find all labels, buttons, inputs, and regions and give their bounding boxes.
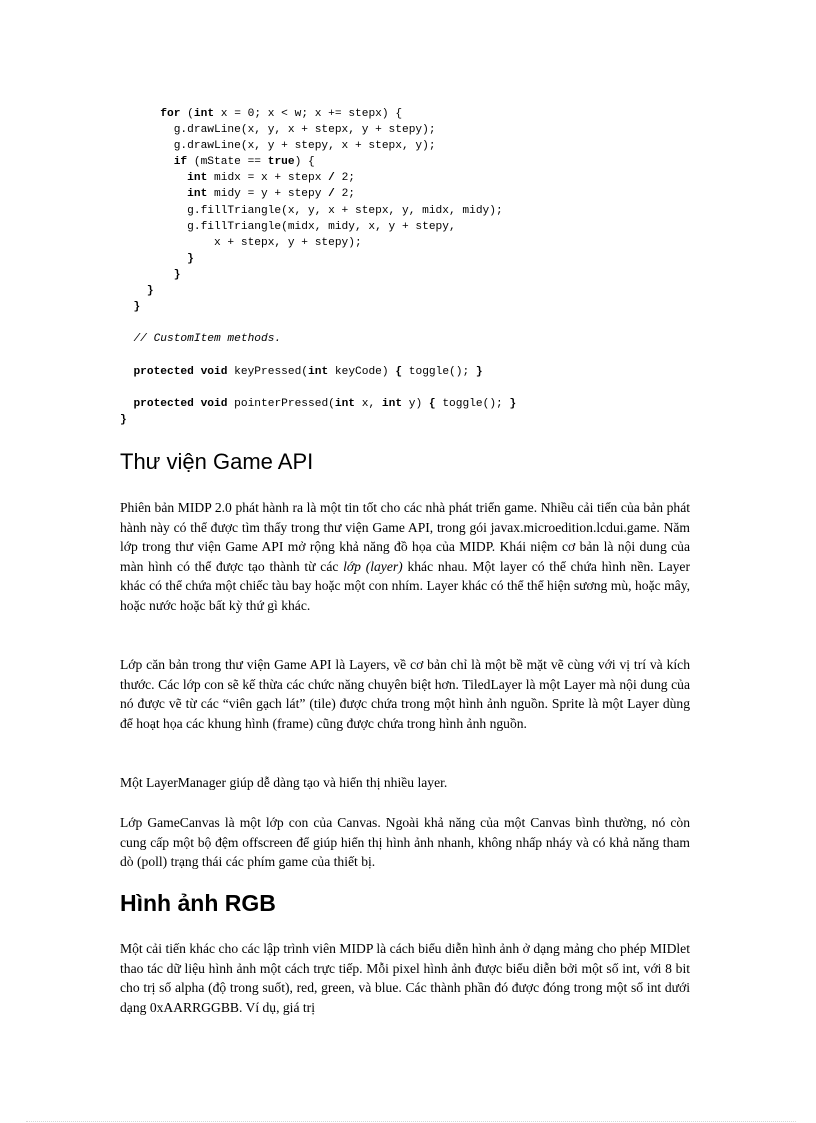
- code-indent: [120, 253, 187, 265]
- code-keyword: }: [509, 397, 517, 410]
- code-comment: // CustomItem methods.: [133, 333, 282, 346]
- code-line: [120, 170, 516, 186]
- code-text: x = 0; x < w; x += stepx) {: [214, 108, 403, 120]
- code-line: [120, 396, 516, 412]
- code-text: [194, 398, 201, 410]
- code-text: keyCode): [328, 365, 396, 378]
- code-keyword: for: [160, 108, 181, 120]
- code-keyword: /: [328, 188, 335, 201]
- code-text: (: [180, 108, 194, 120]
- paragraph-text: khác nhau. Một layer có thể chứa hình nền. Layer khác có thể chứa một chiếc tàu bay hoặc một con nhím. Layer khác có thể thể hiện sương mù, hoặc mây, hoặc nước hoặc bất kỳ thứ gì khác.: [120, 558, 690, 613]
- code-line: [120, 235, 516, 251]
- code-indent: [120, 366, 133, 378]
- code-text: (mState ==: [187, 156, 268, 169]
- code-line: [120, 186, 516, 202]
- code-line: [120, 331, 516, 347]
- code-keyword: true: [267, 156, 295, 169]
- code-block: [120, 106, 516, 428]
- code-blank-line: [120, 347, 516, 363]
- code-text: x + stepx, y + stepy);: [214, 236, 362, 249]
- code-indent: [120, 156, 174, 168]
- code-line: [120, 283, 516, 299]
- code-line: [120, 251, 516, 267]
- code-blank-line: [120, 380, 516, 396]
- code-keyword: }: [146, 285, 154, 298]
- code-line: [120, 154, 516, 170]
- code-text: [194, 366, 201, 378]
- code-text: keyPressed(: [227, 365, 309, 378]
- code-keyword: }: [173, 268, 181, 281]
- code-keyword: void: [200, 365, 228, 378]
- code-text: 2;: [334, 188, 356, 201]
- code-indent: [120, 237, 214, 249]
- code-line: [120, 203, 516, 219]
- code-line: [120, 219, 516, 235]
- code-line: [120, 412, 516, 428]
- code-keyword: /: [328, 172, 335, 185]
- code-text: g.fillTriangle(midx, midy, x, y + stepy,: [187, 220, 456, 233]
- code-text: ) {: [294, 156, 315, 169]
- paragraph-text: Phiên bản MIDP 2.0 phát hành ra là một tin tốt cho các nhà phát triển game. Nhiều cải tiến của bản phát hành này có thể được tìm thấy trong thư viện Game API, trong gói javax.microedition.lcdui.game. Năm lớp trong thư viện Game API mở rộng khả năng đồ họa của MIDP. Khái niệm cơ bản là nội dung của màn hình có thể được tạo thành từ các: [120, 500, 690, 574]
- code-keyword: {: [395, 365, 403, 378]
- code-keyword: int: [187, 172, 208, 185]
- section-heading-rgb-images: Hình ảnh RGB: [120, 890, 276, 916]
- code-indent: [120, 108, 160, 120]
- code-keyword: int: [334, 397, 356, 410]
- code-line: [120, 106, 516, 122]
- code-blank-line: [120, 315, 516, 331]
- code-text: toggle();: [402, 365, 476, 378]
- code-keyword: void: [200, 397, 228, 410]
- code-line: [120, 364, 516, 380]
- code-keyword: {: [428, 397, 436, 410]
- code-indent: [120, 221, 187, 233]
- code-indent: [120, 285, 147, 297]
- code-text: 2;: [334, 172, 356, 185]
- paragraph-layers: Lớp căn bản trong thư viện Game API là Layers, về cơ bản chỉ là một bề mặt vẽ cùng với vị trí và kích thước. Các lớp con sẽ kế thừa các chức năng chuyên biệt hơn. TiledLayer là một Layer mà nội dung của nó được vẽ từ các “viên gạch lát” (tile) được chứa trong một hình ảnh nguồn. Sprite là một Layer dùng để hoạt họa các khung hình (frame) cũng được chứa trong hình ảnh nguồn.: [120, 657, 690, 731]
- code-indent: [120, 140, 174, 152]
- code-text: y): [402, 397, 429, 410]
- code-text: pointerPressed(: [227, 397, 335, 410]
- code-text: g.drawLine(x, y, x + stepx, y + stepy);: [173, 124, 436, 137]
- code-indent: [120, 124, 174, 136]
- code-indent: [120, 269, 174, 281]
- code-indent: [120, 301, 133, 313]
- paragraph-rgb-images: Một cải tiến khác cho các lập trình viên MIDP là cách biểu diễn hình ảnh ở dạng mảng cho phép MIDlet thao tác dữ liệu hình ảnh một cách trực tiếp. Mỗi pixel hình ảnh được biểu diễn bởi một số int, với 8 bit cho trị số alpha (độ trong suốt), red, green, và blue. Các thành phần đó được đóng trong một số int dưới dạng 0xAARRGGBB. Ví dụ, giá trị: [120, 941, 690, 1015]
- code-line: [120, 122, 516, 138]
- paragraph-game-api-intro: [120, 498, 690, 616]
- code-keyword: int: [187, 188, 208, 201]
- code-keyword: int: [308, 365, 329, 378]
- code-keyword: }: [475, 365, 483, 378]
- code-text: midy = y + stepy: [207, 188, 329, 201]
- code-keyword: int: [193, 108, 215, 120]
- code-keyword: int: [381, 397, 403, 410]
- code-indent: [120, 188, 187, 200]
- code-indent: [120, 333, 133, 345]
- code-keyword: }: [187, 252, 194, 265]
- emphasis-layer: lớp (layer): [343, 558, 403, 574]
- code-line: [120, 138, 516, 154]
- code-text: x,: [355, 397, 382, 410]
- code-keyword: }: [120, 413, 127, 426]
- paragraph-gamecanvas: Lớp GameCanvas là một lớp con của Canvas. Ngoài khả năng của một Canvas bình thường, nó còn cung cấp một bộ đệm offscreen để giúp hiển thị hình ảnh nhanh, không nhấp nháy và có khả năng tham dò (poll) trạng thái các phím game của thiết bị.: [120, 815, 690, 870]
- code-text: g.fillTriangle(x, y, x + stepx, y, midx, midy);: [187, 204, 503, 217]
- code-text: toggle();: [435, 397, 510, 410]
- page-bottom-dotted-rule: [26, 1121, 796, 1122]
- code-line: [120, 267, 516, 283]
- code-text: midx = x + stepx: [207, 172, 329, 185]
- code-indent: [120, 172, 187, 184]
- code-keyword: protected: [133, 397, 194, 410]
- code-indent: [120, 205, 187, 217]
- paragraph-layermanager: Một LayerManager giúp dễ dàng tạo và hiển thị nhiều layer.: [120, 775, 448, 790]
- code-keyword: }: [133, 301, 141, 314]
- code-indent: [120, 398, 133, 410]
- code-line: [120, 299, 516, 315]
- code-keyword: if: [173, 156, 188, 169]
- code-text: g.drawLine(x, y + stepy, x + stepx, y);: [173, 140, 436, 153]
- section-heading-game-api: Thư viện Game API: [120, 449, 314, 474]
- code-keyword: protected: [133, 365, 194, 378]
